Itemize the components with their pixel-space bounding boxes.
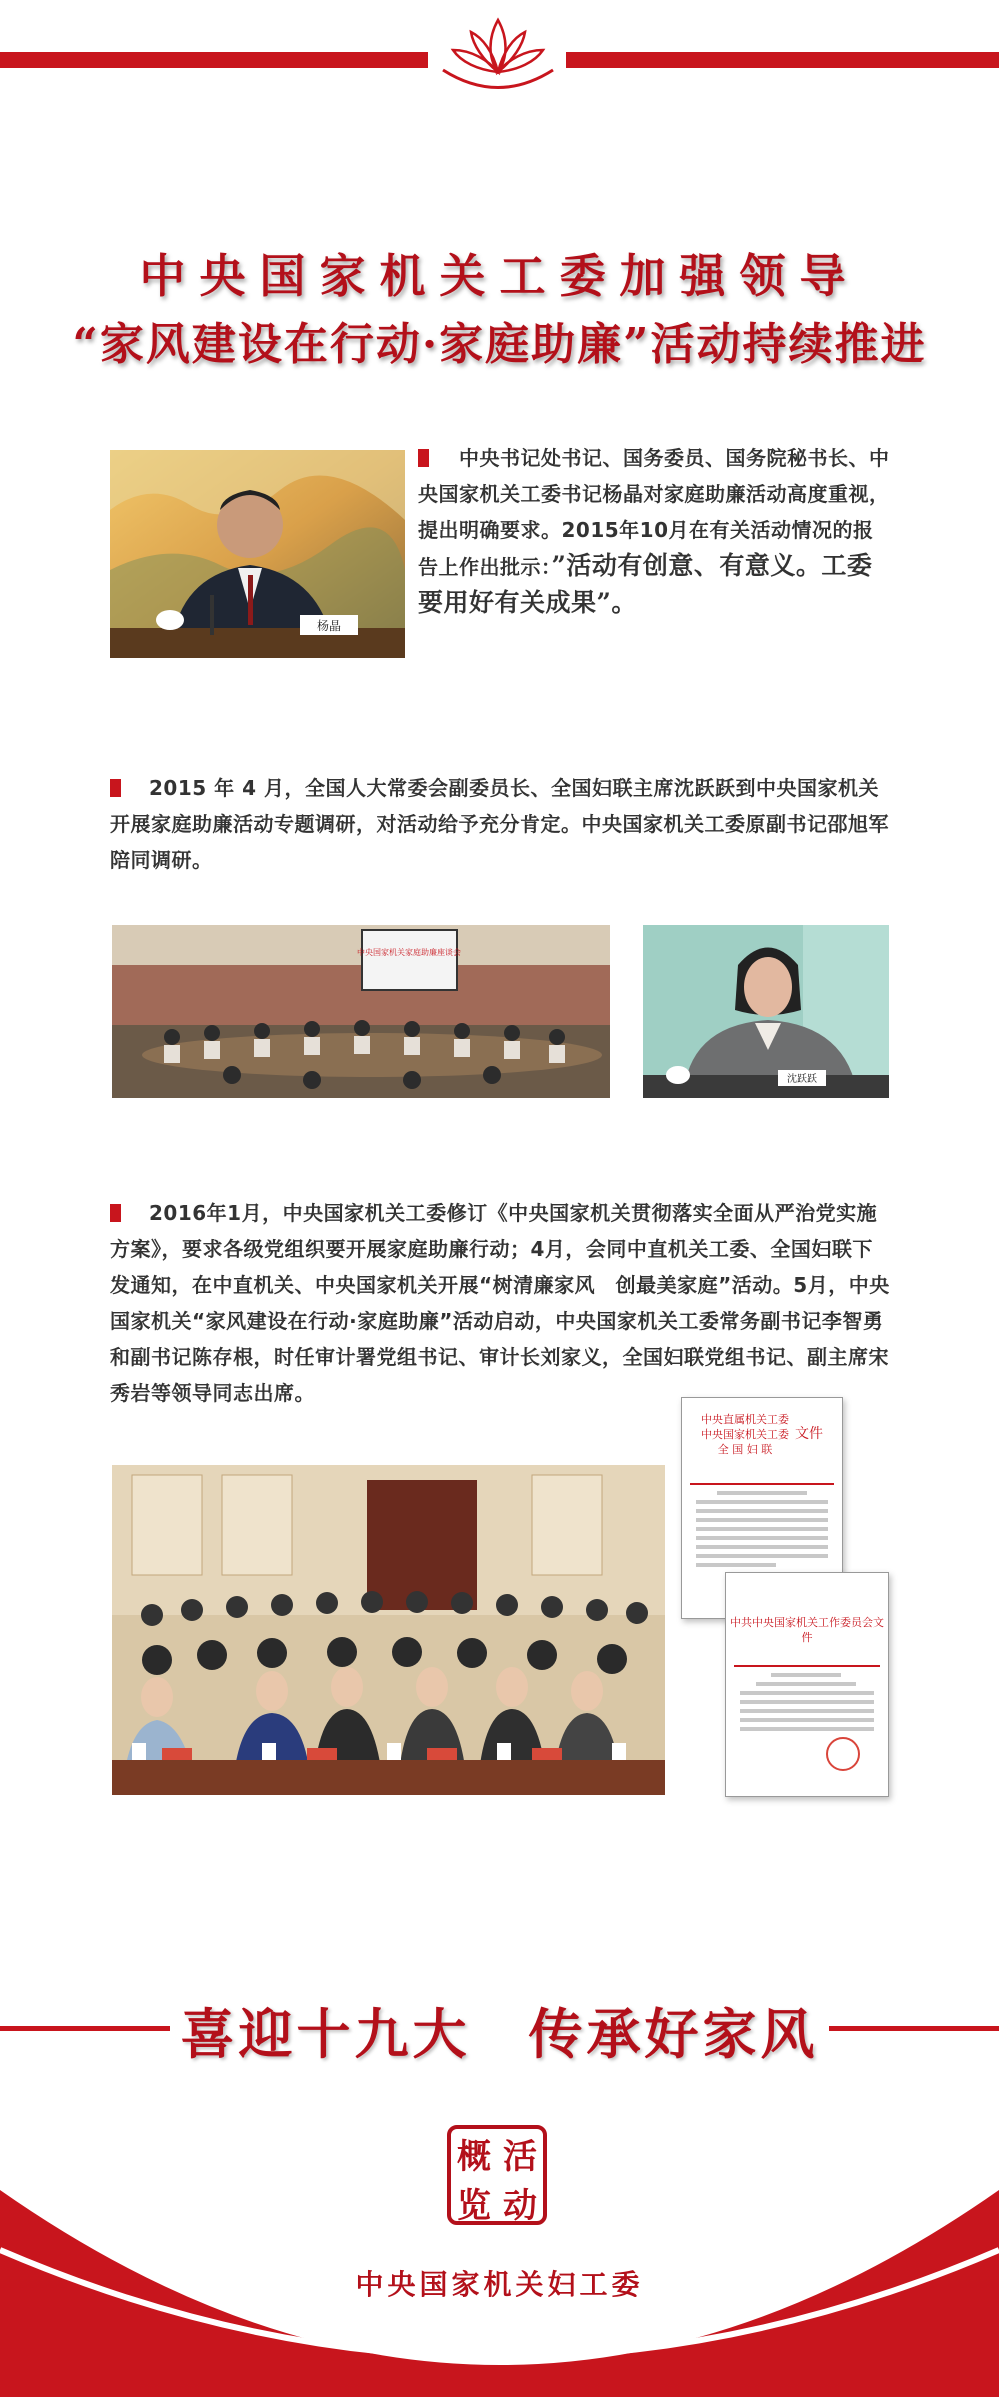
organization-name: 中央国家机关妇工委 — [355, 2268, 644, 2301]
page-title-line2: “家风建设在行动·家庭助廉”活动持续推进 — [72, 319, 927, 370]
red-stamp-icon — [826, 1737, 860, 1771]
photo-launch-ceremony — [112, 1465, 665, 1795]
lotus-icon — [433, 10, 563, 90]
doc1-issuers: 中央直属机关工委 中央国家机关工委 全 国 妇 联 — [701, 1413, 789, 1456]
bullet-marker — [110, 1204, 121, 1222]
section1-text: 中央书记处书记、国务委员、国务院秘书长、中央国家机关工委书记杨晶对家庭助廉活动高度重视，提出明确要求。2015年10月在有关活动情况的报告上作出批示： — [418, 446, 890, 579]
section1-paragraph — [418, 440, 892, 622]
photo-meeting-room — [112, 925, 610, 1098]
bullet-marker — [418, 449, 429, 467]
doc2-issuer: 中共中央国家机关工作委员会文件 — [730, 1616, 884, 1644]
section3-text: 2016年1月，中央国家机关工委修订《中央国家机关贯彻落实全面从严治党实施方案》，要求各级党组织要开展家庭助廉行动；4月，会同中直机关工委、全国妇联下发通知，在中直机关、中央国家机关开展“树清廉家风 创最美家庭”活动。5月，中央国家机关“家风建设在行动·家庭助廉”活动启动，中央国家机关工委常务副书记李智勇和副书记陈存根，时任审计署党组书记、审计长刘家义，全国妇联党组书记、副主席宋秀岩等领导同志出席。 — [110, 1201, 890, 1405]
section3-paragraph — [110, 1195, 892, 1411]
seal-logo: 概 活 览 动 — [447, 2125, 547, 2225]
page-title-line1: 中央国家机关工委加强领导 — [139, 249, 860, 303]
document-notice-2 — [725, 1572, 889, 1797]
doc1-type: 文件 — [795, 1426, 823, 1442]
photo-nameplate: 沈跃跃 — [787, 1074, 817, 1085]
photo-yang-jing — [110, 450, 405, 658]
top-red-bar-left — [0, 52, 428, 68]
section2-text: 2015 年 4 月，全国人大常委会副委员长、全国妇联主席沈跃跃到中央国家机关开展家庭助廉活动专题调研，对活动给予充分肯定。中央国家机关工委原副书记邵旭军陪同调研。 — [110, 776, 889, 872]
photo-nameplate: 杨晶 — [316, 619, 342, 633]
photo-shen-yueyue — [643, 925, 889, 1098]
section1-quote: ”活动有创意、有意义。工委要用好有关成果”。 — [418, 551, 873, 617]
bullet-marker — [110, 779, 121, 797]
slogan-banner: 喜迎十九大 传承好家风 — [170, 1992, 829, 2069]
top-red-bar-right — [566, 52, 999, 68]
section2-paragraph — [110, 770, 892, 878]
screen-text: 中央国家机关家庭助廉座谈会 — [357, 948, 461, 957]
